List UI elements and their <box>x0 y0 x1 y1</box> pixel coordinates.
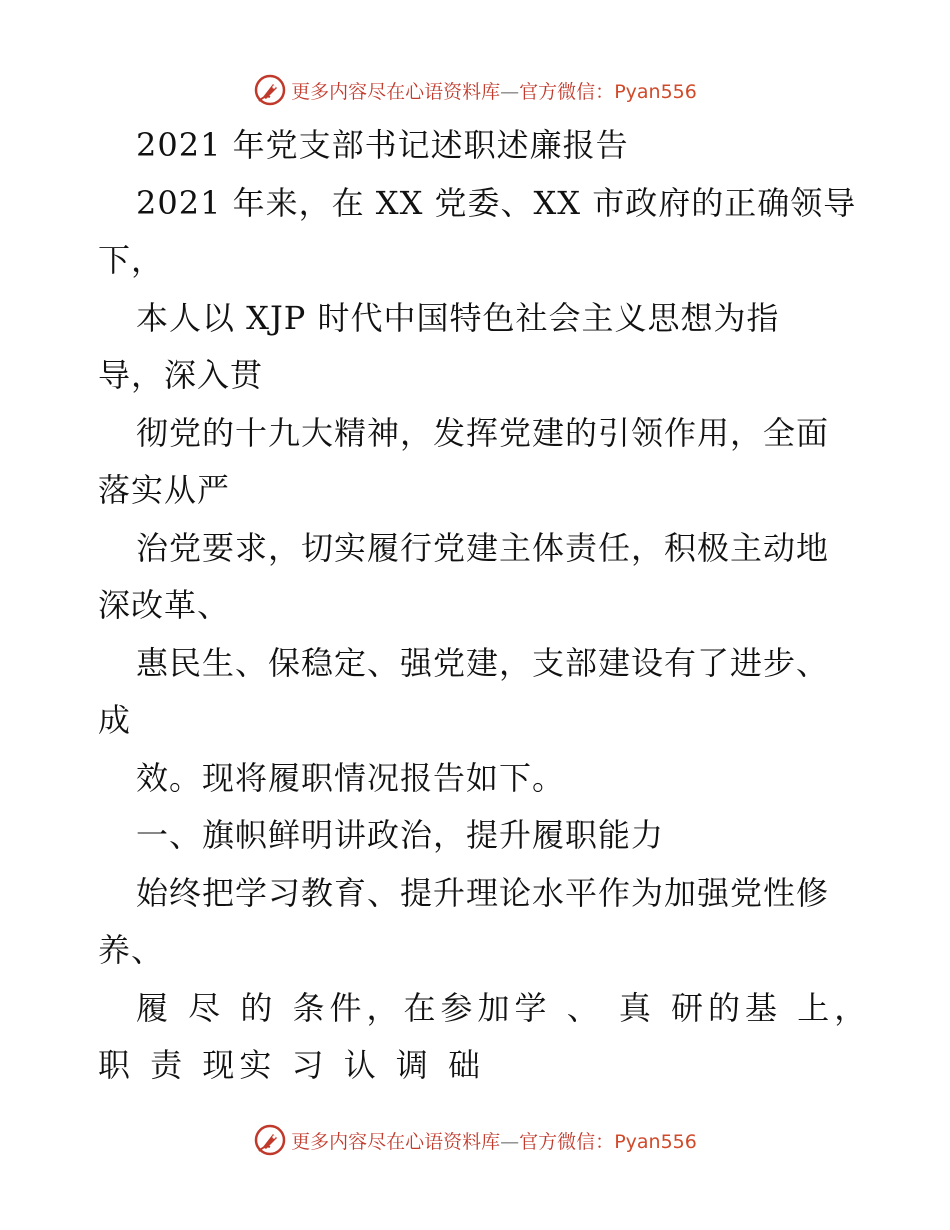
text-line: 本人以 XJP 时代中国特色社会主义思想为指 <box>136 298 780 337</box>
pen-nib-logo-icon <box>253 1123 287 1157</box>
text-line: 落实从严 <box>98 471 231 509</box>
document-title: 2021 年党支部书记述职述廉报告 <box>136 126 629 164</box>
text-line: 下， <box>98 241 165 279</box>
text-line: 导，深入贯 <box>98 356 264 394</box>
section-heading: 一、旗帜鲜明讲政治，提升履职能力 <box>136 816 665 854</box>
pen-nib-logo-icon <box>253 73 287 107</box>
text-line: 效。现将履职情况报告如下。 <box>136 758 566 797</box>
text-line: 履 尽 的 条件，在参加学 、 真 研的基 上， <box>136 988 872 1027</box>
text-line: 2021 年来，在 XX 党委、XX 市政府的正确领导 <box>136 183 857 222</box>
text-line: 始终把学习教育、提升理论水平作为加强党性修 <box>136 873 830 912</box>
text-line: 职 责 现实 习 认 调 础 <box>98 1046 486 1084</box>
text-line: 养、 <box>98 931 165 969</box>
text-line: 治党要求，切实履行党建主体责任，积极主动地 <box>136 528 830 567</box>
banner-text: 更多内容尽在心语资料库—官方微信：Pyan556 <box>291 1130 697 1153</box>
banner-text: 更多内容尽在心语资料库—官方微信：Pyan556 <box>291 80 697 103</box>
header-watermark-banner <box>0 70 950 110</box>
text-line: 成 <box>98 701 132 739</box>
footer-watermark-banner <box>0 1120 950 1160</box>
document-body <box>98 117 872 1095</box>
text-line: 深改革、 <box>98 586 231 624</box>
text-line: 彻党的十九大精神，发挥党建的引领作用，全面 <box>136 413 830 452</box>
text-line: 惠民生、保稳定、强党建，支部建设有了进步、 <box>136 643 830 682</box>
